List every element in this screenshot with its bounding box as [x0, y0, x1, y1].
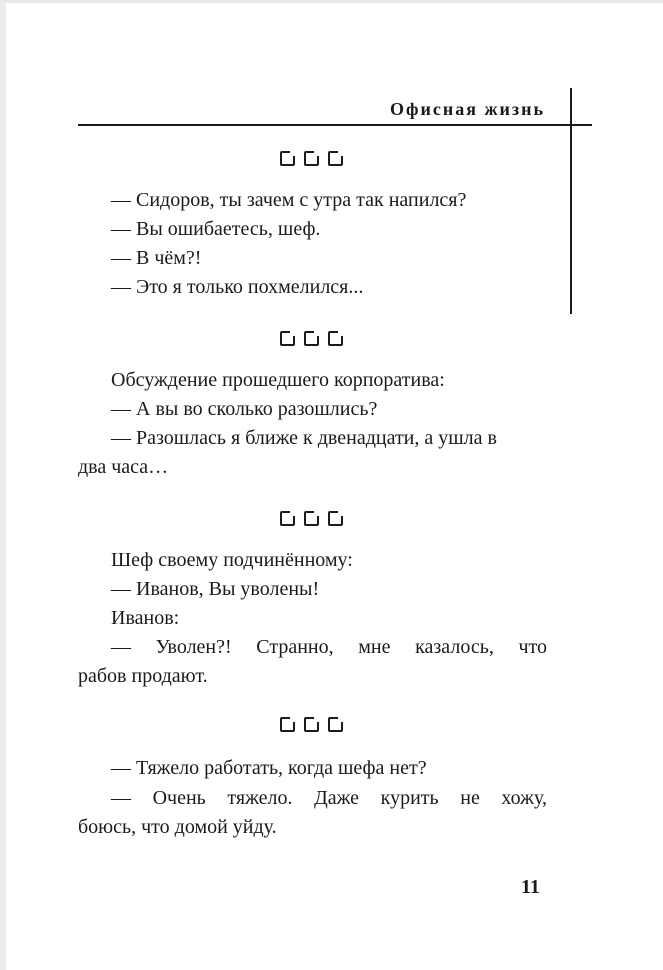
section-separator: [280, 716, 344, 732]
text-line: — Это я только похмелился...: [111, 276, 364, 298]
page-edge: [0, 0, 6, 970]
text-line: Иванов:: [111, 607, 180, 629]
text-line: рабов продают.: [78, 665, 208, 687]
text-line: — Уволен?! Странно, мне казалось, что: [111, 636, 547, 658]
square-bullet-icon: [304, 511, 319, 526]
header-horizontal-rule: [78, 124, 592, 126]
text-line: Шеф своему подчинённому:: [111, 549, 353, 571]
square-bullet-icon: [328, 511, 343, 526]
text-line: — Очень тяжело. Даже курить не хожу,: [111, 787, 547, 809]
text-line: — А вы во сколько разошлись?: [111, 398, 378, 420]
square-bullet-icon: [304, 151, 319, 166]
section-separator: [280, 150, 344, 166]
text-line: — Иванов, Вы уволены!: [111, 578, 320, 600]
section-separator: [280, 510, 344, 526]
text-line: Обсуждение прошедшего корпоратива:: [111, 369, 445, 391]
header-vertical-rule: [570, 88, 572, 314]
square-bullet-icon: [280, 151, 295, 166]
square-bullet-icon: [280, 511, 295, 526]
text-line: — Разошлась я ближе к двенадцати, а ушла в: [111, 427, 497, 449]
square-bullet-icon: [280, 331, 295, 346]
square-bullet-icon: [280, 717, 295, 732]
section-separator: [280, 330, 344, 346]
square-bullet-icon: [304, 717, 319, 732]
square-bullet-icon: [328, 717, 343, 732]
square-bullet-icon: [328, 331, 343, 346]
text-line: — Сидоров, ты зачем с утра так напился?: [111, 189, 467, 211]
text-line: боюсь, что домой уйду.: [78, 816, 277, 838]
running-header-title: Офисная жизнь: [390, 99, 545, 119]
text-line: — Тяжело работать, когда шефа нет?: [111, 757, 427, 779]
top-border: [0, 0, 663, 3]
square-bullet-icon: [328, 151, 343, 166]
text-line: — Вы ошибаетесь, шеф.: [111, 218, 321, 240]
page-number: 11: [521, 876, 540, 898]
square-bullet-icon: [304, 331, 319, 346]
text-line: два часа…: [78, 456, 169, 478]
text-line: — В чём?!: [111, 247, 202, 269]
